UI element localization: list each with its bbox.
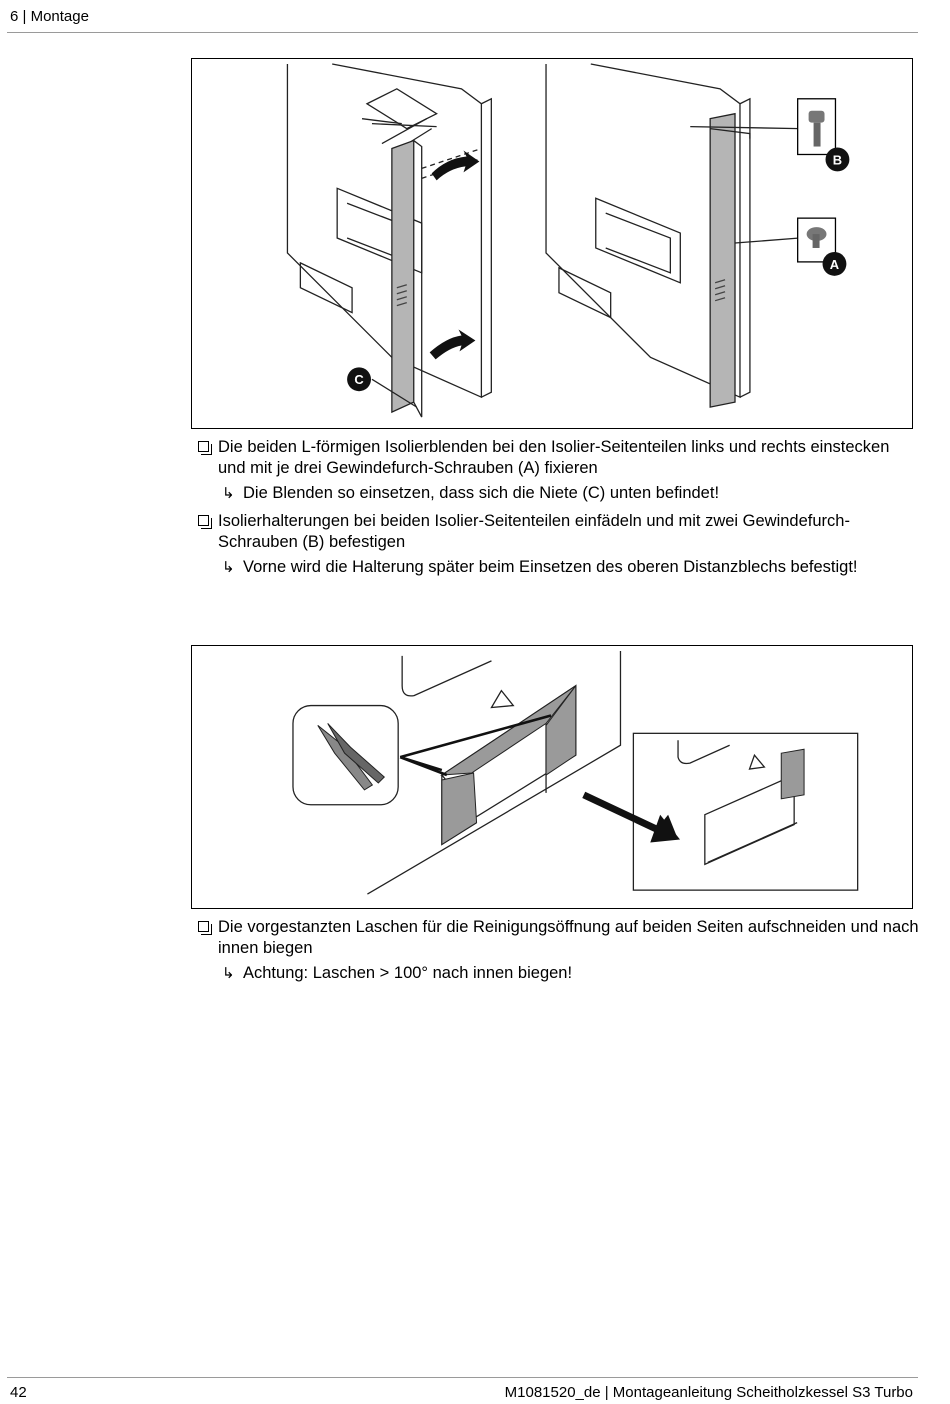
step-item: [196, 437, 920, 479]
figure-cleaning-opening: [191, 645, 913, 909]
note-text: Achtung: Laschen > 100° nach innen biegen!: [243, 964, 573, 982]
step-item: [196, 511, 920, 553]
page-header: 6 | Montage: [10, 8, 89, 25]
illustration-cutting-tabs: [192, 646, 912, 908]
step-item: [196, 917, 920, 959]
figure-installation-panels: [191, 58, 913, 429]
arrow-result-icon: ↳: [222, 559, 235, 576]
note-text: Vorne wird die Halterung später beim Einsetzen des oberen Distanzblechs befestigt!: [243, 558, 858, 576]
step-note: [196, 963, 920, 984]
checkbox-icon: [198, 441, 209, 452]
checkbox-icon: [198, 515, 209, 526]
illustration-side-panels: [192, 59, 912, 428]
step-text: Die beiden L-förmigen Isolierblenden bei den Isolier-Seitenteilen links und rechts einstecken und mit je drei Gewindefurch-Schrauben (A) fixieren: [218, 438, 890, 477]
callout-b: B: [832, 152, 843, 168]
step-text: Isolierhalterungen bei beiden Isolier-Seitenteilen einfädeln und mit zwei Gewindefurch-Schrauben (B) befestigen: [218, 512, 850, 551]
step-note: [196, 557, 920, 578]
callout-c: C: [354, 372, 364, 388]
instruction-list-2: [196, 917, 920, 991]
arrow-result-icon: ↳: [222, 485, 235, 502]
callout-a: A: [829, 256, 840, 272]
document-title: M1081520_de | Montageanleitung Scheitholzkessel S3 Turbo: [504, 1384, 913, 1401]
step-text: Die vorgestanzten Laschen für die Reinigungsöffnung auf beiden Seiten aufschneiden und nach innen biegen: [218, 918, 919, 957]
header-rule: [7, 32, 918, 33]
checkbox-icon: [198, 921, 209, 932]
step-note: [196, 483, 920, 504]
arrow-result-icon: ↳: [222, 965, 235, 982]
page-number: 42: [10, 1384, 27, 1401]
footer-rule: [7, 1377, 918, 1378]
instruction-list-1: [196, 437, 920, 585]
note-text: Die Blenden so einsetzen, dass sich die Niete (C) unten befindet!: [243, 484, 720, 502]
